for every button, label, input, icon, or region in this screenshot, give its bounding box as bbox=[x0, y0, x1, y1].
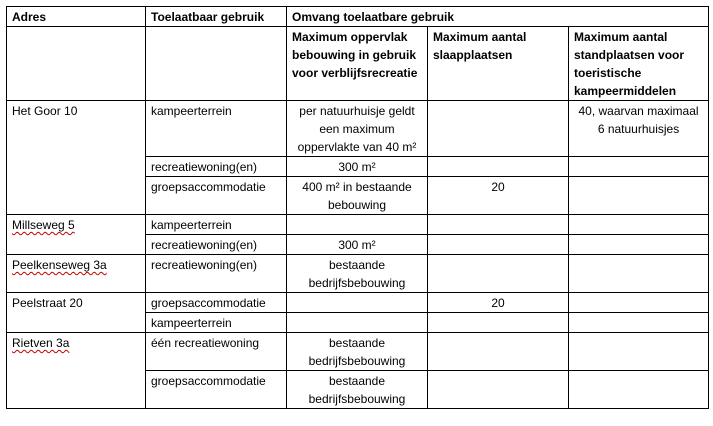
header-empty bbox=[146, 27, 287, 101]
adres-cell bbox=[7, 215, 146, 255]
slaapplaatsen-cell bbox=[428, 333, 569, 371]
gebruik-cell: groepsaccommodatie bbox=[146, 293, 287, 313]
slaapplaatsen-cell bbox=[428, 313, 569, 333]
oppervlak-cell: bestaande bedrijfsbebouwing bbox=[287, 255, 428, 293]
header-adres: Adres bbox=[7, 7, 146, 27]
omvang-table bbox=[6, 6, 709, 409]
table-row bbox=[7, 101, 709, 157]
slaapplaatsen-cell bbox=[428, 235, 569, 255]
gebruik-cell: recreatiewoning(en) bbox=[146, 235, 287, 255]
slaapplaatsen-cell: 20 bbox=[428, 177, 569, 215]
gebruik-cell: recreatiewoning(en) bbox=[146, 157, 287, 177]
slaapplaatsen-cell bbox=[428, 157, 569, 177]
header-empty bbox=[7, 27, 146, 101]
slaapplaatsen-cell bbox=[428, 101, 569, 157]
gebruik-cell: kampeerterrein bbox=[146, 101, 287, 157]
oppervlak-cell bbox=[287, 215, 428, 235]
header-omvang: Omvang toelaatbare gebruik bbox=[287, 7, 709, 27]
table-row bbox=[7, 215, 709, 235]
header-max-oppervlak: Maximum oppervlak bebouwing in gebruik voor verblijfsrecreatie bbox=[287, 27, 428, 101]
adres-text: Rietven 3a bbox=[12, 336, 70, 350]
gebruik-cell: recreatiewoning(en) bbox=[146, 255, 287, 293]
standplaatsen-cell bbox=[569, 235, 709, 255]
gebruik-cell: één recreatiewoning bbox=[146, 333, 287, 371]
standplaatsen-cell bbox=[569, 157, 709, 177]
gebruik-cell: groepsaccommodatie bbox=[146, 177, 287, 215]
gebruik-cell: kampeerterrein bbox=[146, 313, 287, 333]
oppervlak-cell: bestaande bedrijfsbebouwing bbox=[287, 371, 428, 409]
header-toelaatbaar-gebruik: Toelaatbaar gebruik bbox=[146, 7, 287, 27]
adres-cell bbox=[7, 255, 146, 293]
oppervlak-cell: 300 m² bbox=[287, 235, 428, 255]
oppervlak-cell: bestaande bedrijfsbebouwing bbox=[287, 333, 428, 371]
adres-text: Peelkenseweg 3a bbox=[12, 258, 107, 272]
standplaatsen-cell: 40, waarvan maximaal 6 natuurhuisjes bbox=[569, 101, 709, 157]
standplaatsen-cell bbox=[569, 371, 709, 409]
header-row-2 bbox=[7, 27, 709, 101]
table-row bbox=[7, 333, 709, 371]
standplaatsen-cell bbox=[569, 177, 709, 215]
header-max-slaapplaatsen: Maximum aantal slaapplaatsen bbox=[428, 27, 569, 101]
oppervlak-cell: per natuurhuisje geldt een maximum oppervlakte van 40 m² bbox=[287, 101, 428, 157]
oppervlak-cell bbox=[287, 293, 428, 313]
adres-cell: Peelstraat 20 bbox=[7, 293, 146, 333]
oppervlak-cell: 300 m² bbox=[287, 157, 428, 177]
adres-text: Millseweg 5 bbox=[12, 218, 75, 232]
standplaatsen-cell bbox=[569, 215, 709, 235]
gebruik-cell: kampeerterrein bbox=[146, 215, 287, 235]
header-row-1 bbox=[7, 7, 709, 27]
slaapplaatsen-cell: 20 bbox=[428, 293, 569, 313]
table-row bbox=[7, 293, 709, 313]
header-max-standplaatsen: Maximum aantal standplaatsen voor toeristische kampeermiddelen bbox=[569, 27, 709, 101]
slaapplaatsen-cell bbox=[428, 255, 569, 293]
oppervlak-cell: 400 m² in bestaande bebouwing bbox=[287, 177, 428, 215]
standplaatsen-cell bbox=[569, 293, 709, 313]
standplaatsen-cell bbox=[569, 313, 709, 333]
slaapplaatsen-cell bbox=[428, 215, 569, 235]
slaapplaatsen-cell bbox=[428, 371, 569, 409]
table-row bbox=[7, 255, 709, 293]
standplaatsen-cell bbox=[569, 255, 709, 293]
adres-cell: Het Goor 10 bbox=[7, 101, 146, 215]
gebruik-cell: groepsaccommodatie bbox=[146, 371, 287, 409]
standplaatsen-cell bbox=[569, 333, 709, 371]
adres-cell bbox=[7, 333, 146, 409]
oppervlak-cell bbox=[287, 313, 428, 333]
